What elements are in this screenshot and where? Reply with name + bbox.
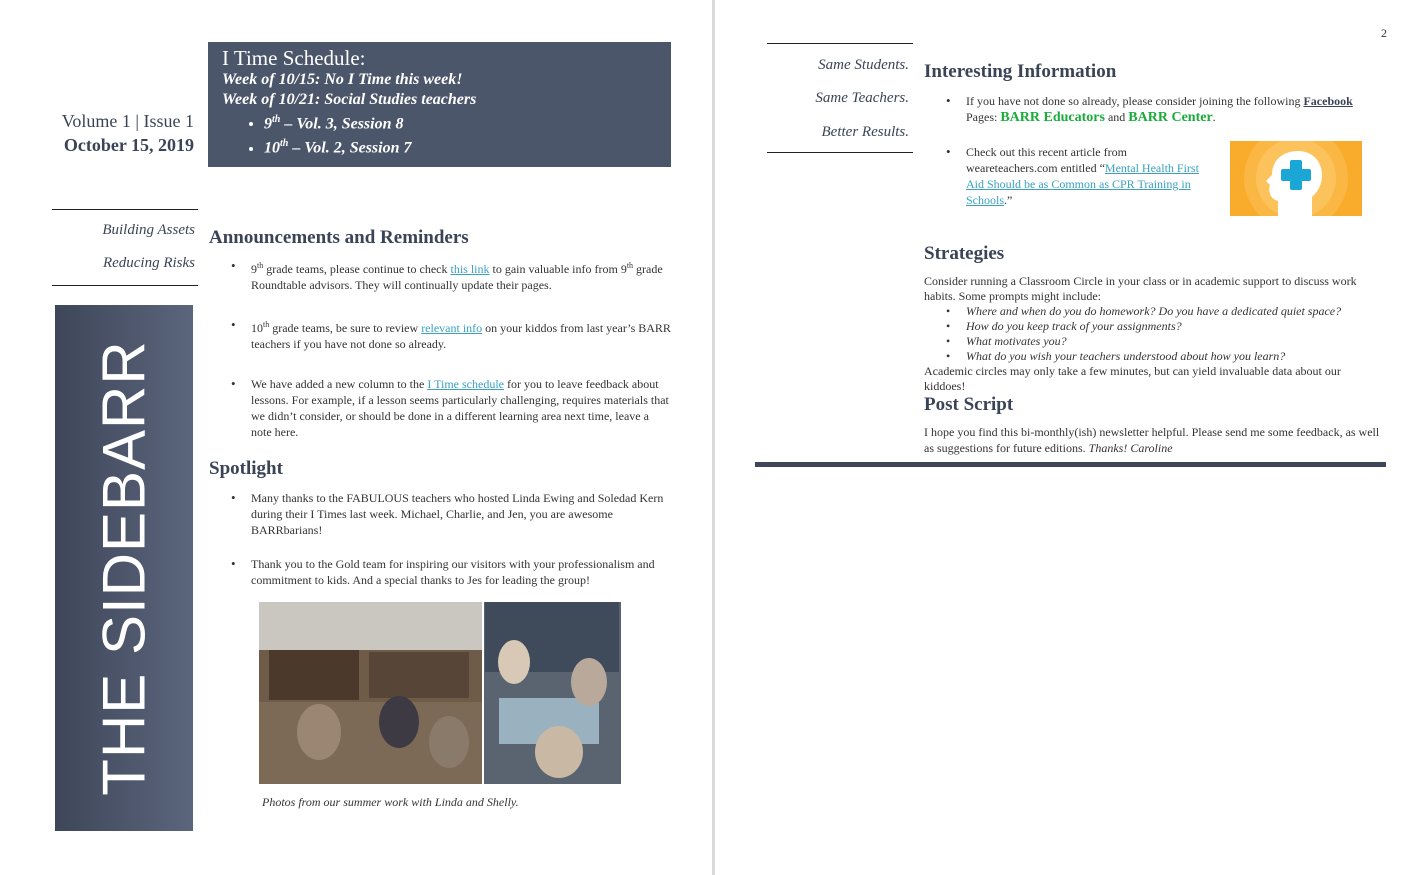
prompt-item: • What motivates you? <box>924 334 1384 349</box>
tagline-2: Reducing Risks <box>102 255 195 271</box>
issue-date: October 15, 2019 <box>63 135 194 155</box>
schedule-week-1: Week of 10/15: No I Time this week! <box>222 71 463 88</box>
sidebar-banner <box>55 305 193 831</box>
divider <box>767 152 913 153</box>
bottom-bar <box>755 462 1386 467</box>
schedule-item: • 10th – Vol. 2, Session 7 <box>264 134 657 158</box>
list-item: • Thank you to the Gold team for inspiring our visitors with your professionalism and commitment to kids. And a special thanks to Jes for leading the group! <box>209 556 671 588</box>
relevant-info-link[interactable]: relevant info <box>421 321 483 335</box>
spotlight-list <box>209 490 671 588</box>
post-script-body: I hope you find this bi-monthly(ish) newsletter helpful. Please send me some feedback, as well as suggestions for future editions. Thanks! Caroline <box>924 425 1380 455</box>
divider <box>52 285 198 286</box>
prompt-item: • Where and when do you do homework? Do you have a dedicated quiet space? <box>924 304 1384 319</box>
schedule-week-2: Week of 10/21: Social Studies teachers <box>222 91 477 108</box>
schedule-item: • 9th – Vol. 3, Session 8 <box>264 110 657 134</box>
schedule-title: I Time Schedule: <box>222 46 366 70</box>
right-page <box>715 0 1421 875</box>
article-link[interactable]: Mental Health First Aid Should be as Common as CPR Training in Schools <box>966 161 1199 207</box>
list-item: • If you have not done so already, please consider joining the following Facebook Pages: BARR Educators and BARR Center. <box>924 93 1374 126</box>
photo-collage-image <box>259 602 621 784</box>
strategies-intro: Consider running a Classroom Circle in your class or in academic support to discuss work habits. Some prompts might include: <box>924 274 1357 303</box>
tagline-same-students: Same Students. <box>818 57 909 73</box>
list-item: • 9th grade teams, please continue to check this link to gain valuable info from 9th grade Roundtable advisors. They will continually update their pages. <box>209 258 671 293</box>
interesting-info-heading: Interesting Information <box>924 61 1117 82</box>
facebook-link[interactable]: Facebook <box>1303 94 1353 108</box>
announcements-list <box>209 258 671 440</box>
tagline-1: Building Assets <box>102 222 195 238</box>
photo-caption: Photos from our summer work with Linda and Shelly. <box>262 795 519 809</box>
this-link[interactable]: this link <box>450 262 490 276</box>
post-script-heading: Post Script <box>924 394 1014 415</box>
prompt-item: • How do you keep track of your assignments? <box>924 319 1384 334</box>
info-list <box>924 93 1374 126</box>
barr-center-label: BARR Center <box>1128 110 1213 125</box>
list-item: • We have added a new column to the I Time schedule for you to leave feedback about lessons. For example, if a lesson seems particularly challenging, requires materials that we didn’t consider, or should be done in a different learning area next time, leave a note here. <box>209 376 671 440</box>
divider <box>767 43 913 44</box>
barr-educators-label: BARR Educators <box>1000 110 1105 125</box>
list-item: • Check out this recent article from weareteachers.com entitled “Mental Health First Aid Should be as Common as CPR Training in Schools.” <box>924 144 1214 208</box>
list-item: • Many thanks to the FABULOUS teachers who hosted Linda Ewing and Soledad Kern during their I Times last week. Michael, Charlie, and Jen, you are awesome BARRbarians! <box>209 490 671 538</box>
strategies-outro: Academic circles may only take a few minutes, but can yield invaluable data about our kiddoes! <box>924 364 1341 393</box>
prompts-list <box>924 304 1384 364</box>
page-number: 2 <box>1381 26 1387 40</box>
volume-label: Volume 1 | Issue 1 <box>61 111 194 131</box>
issue-info <box>62 109 194 157</box>
i-time-schedule-link[interactable]: I Time schedule <box>427 377 504 391</box>
banner-title: THE SIDEBARR <box>90 340 158 796</box>
article-image <box>1230 141 1362 216</box>
signature: Thanks! Caroline <box>1088 441 1173 455</box>
strategies-body <box>924 274 1384 394</box>
mental-health-icon <box>1230 141 1362 216</box>
schedule-box <box>208 42 671 167</box>
divider <box>52 209 198 210</box>
spotlight-heading: Spotlight <box>209 458 283 479</box>
list-item: • 10th grade teams, be sure to review relevant info on your kiddos from last year’s BARR teachers if you have not done so already. <box>209 317 671 352</box>
spotlight-photos <box>259 602 621 784</box>
strategies-heading: Strategies <box>924 243 1005 264</box>
tagline-better-results: Better Results. <box>821 124 909 140</box>
schedule-list <box>222 110 657 159</box>
prompt-item: • What do you wish your teachers understood about how you learn? <box>924 349 1384 364</box>
tagline-same-teachers: Same Teachers. <box>815 90 909 106</box>
announcements-heading: Announcements and Reminders <box>209 227 469 248</box>
info-list-2 <box>924 144 1214 208</box>
